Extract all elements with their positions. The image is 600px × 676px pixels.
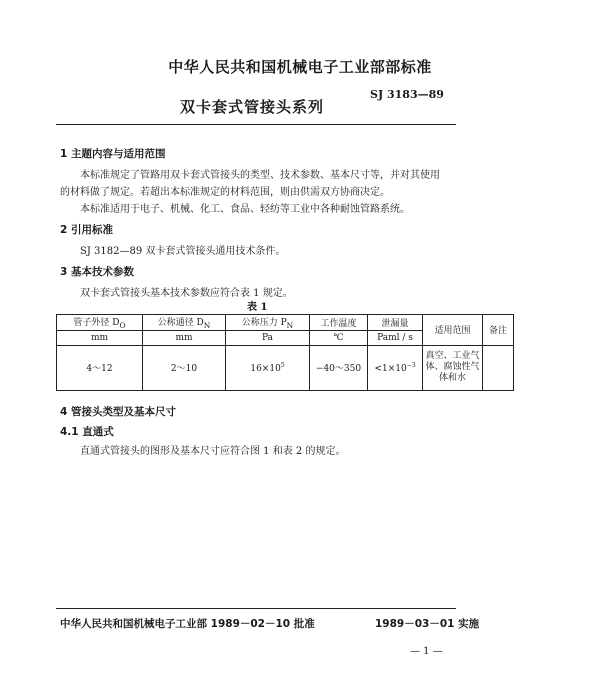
section-1-paragraph-1-line-1: 本标准规定了管路用双卡套式管接头的类型、技术参数、基本尺寸等，并对其使用 — [80, 170, 440, 181]
section-1-heading: 1 主题内容与适用范围 — [60, 148, 166, 160]
header-outer-diameter: 管子外径 $D_O$ — [57, 315, 143, 331]
section-2-heading: 2 引用标准 — [60, 224, 113, 236]
footer-rule — [56, 608, 456, 609]
table-header-row — [57, 315, 514, 331]
section-4-heading: 4 管接头类型及基本尺寸 — [60, 406, 176, 418]
implementation-date: 1989－03－01 实施 — [375, 618, 480, 630]
header-leakage: 泄漏量 — [368, 315, 423, 331]
cell-nominal-bore: 2～10 — [143, 345, 226, 390]
header-remarks: 备注 — [483, 315, 514, 346]
unit-leakage: Paml / s — [368, 330, 423, 345]
unit-working-temperature: ℃ — [310, 330, 368, 345]
section-3-paragraph-1: 双卡套式管接头基本技术参数应符合表 1 规定。 — [80, 288, 293, 299]
section-3-heading: 3 基本技术参数 — [60, 266, 134, 278]
organization-title: 中华人民共和国机械电子工业部部标准 — [168, 58, 432, 76]
unit-outer-diameter: mm — [57, 330, 143, 345]
page-number: — 1 — — [410, 646, 443, 657]
approval-line: 中华人民共和国机械电子工业部 1989－02－10 批准 — [60, 618, 315, 630]
cell-remarks — [483, 345, 514, 390]
cell-scope: 真空、工业气 体、腐蚀性气 体和水 — [423, 345, 483, 390]
cell-leakage: $<1\times 10^{-3}$ — [368, 345, 423, 390]
cell-nominal-pressure: $16\times 10^5$ — [226, 345, 310, 390]
section-4-1-heading: 4.1 直通式 — [60, 426, 114, 438]
unit-nominal-bore: mm — [143, 330, 226, 345]
unit-nominal-pressure: Pa — [226, 330, 310, 345]
header-working-temperature: 工作温度 — [310, 315, 368, 331]
table-1 — [56, 314, 514, 391]
header-scope: 适用范围 — [423, 315, 483, 346]
section-1-paragraph-2: 本标准适用于电子、机械、化工、食品、轻纺等工业中各种耐蚀管路系统。 — [80, 204, 410, 215]
standard-code: SJ 3183—89 — [370, 88, 444, 101]
section-4-1-paragraph: 直通式管接头的图形及基本尺寸应符合图 1 和表 2 的规定。 — [80, 446, 346, 457]
table-1-caption: 表 1 — [247, 302, 268, 313]
standard-title: 双卡套式管接头系列 — [180, 98, 325, 116]
header-rule — [56, 124, 456, 125]
cell-outer-diameter: 4～12 — [57, 345, 143, 390]
header-nominal-pressure: 公称压力 $P_N$ — [226, 315, 310, 331]
header-nominal-bore: 公称通径 $D_N$ — [143, 315, 226, 331]
section-1-paragraph-1-line-2: 的材料做了规定。若超出本标准规定的材料范围，则由供需双方协商决定。 — [60, 187, 390, 198]
cell-working-temperature: −40～350 — [310, 345, 368, 390]
table-row — [57, 345, 514, 390]
section-2-paragraph-1: SJ 3182—89 双卡套式管接头通用技术条件。 — [80, 246, 286, 257]
